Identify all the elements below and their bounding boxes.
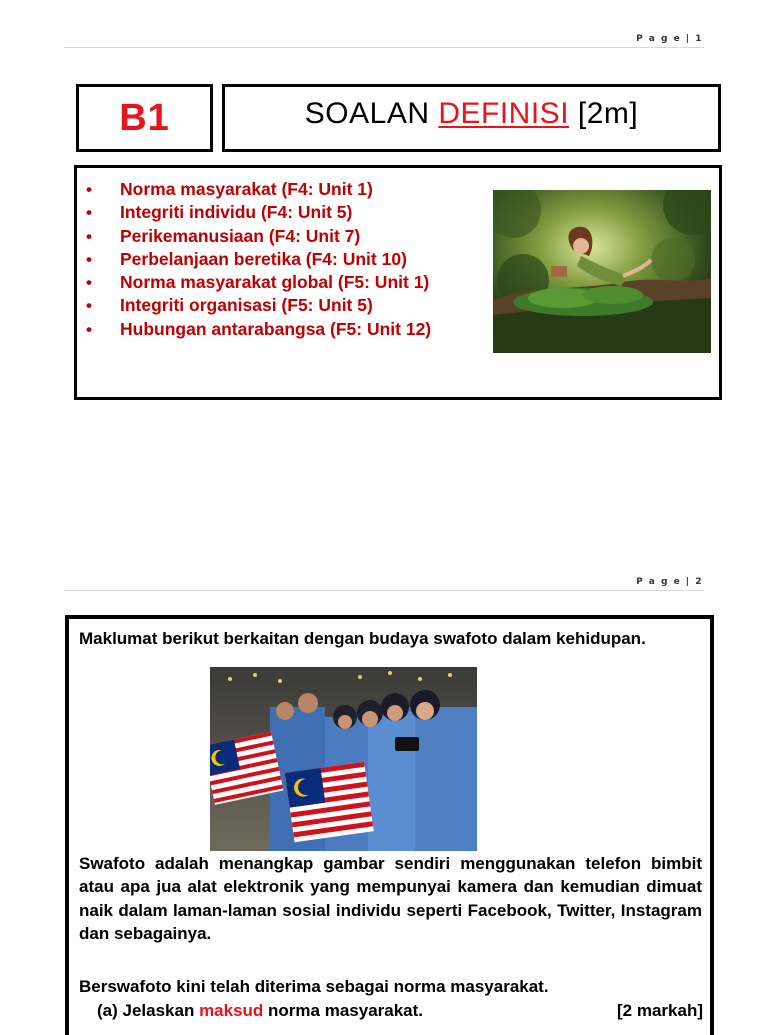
section-code: B1 <box>119 97 170 139</box>
section-code-box <box>76 84 213 152</box>
section-title <box>225 97 718 131</box>
topic-label: Integriti individu (F4: Unit 5) <box>120 202 353 223</box>
section-title-box <box>222 84 721 152</box>
topic-item <box>86 178 431 201</box>
question-marks: [2 markah] <box>617 1001 703 1020</box>
topic-label: Norma masyarakat (F4: Unit 1) <box>120 179 373 199</box>
topic-item <box>86 294 431 317</box>
topic-item <box>86 248 431 271</box>
topic-label: Hubungan antarabangsa (F5: Unit 12) <box>120 318 432 339</box>
topic-item <box>86 201 431 224</box>
statement-text: Berswafoto kini telah diterima sebagai norma masyarakat. <box>79 977 549 996</box>
title-suffix: [2m] <box>569 97 639 130</box>
bullet-icon: • <box>86 249 92 269</box>
bullet-icon: • <box>86 273 92 293</box>
topic-label: Integriti organisasi (F5: Unit 5) <box>120 295 373 316</box>
selfie-with-flags-image <box>210 667 477 851</box>
question-suffix: norma masyarakat. <box>263 1001 424 1020</box>
bullet-icon: • <box>86 226 92 246</box>
bullet-icon: • <box>86 296 92 316</box>
page-number-1: P a g e | 1 <box>636 34 703 44</box>
question-highlight: maksud <box>199 1001 264 1020</box>
title-prefix: SOALAN <box>304 97 439 130</box>
title-highlight: DEFINISI <box>438 97 570 130</box>
page-header-rule-2 <box>64 590 704 591</box>
bullet-icon: • <box>86 319 92 339</box>
topic-label: Perbelanjaan beretika (F4: Unit 10) <box>120 248 407 269</box>
page-header-rule-1 <box>64 47 704 48</box>
bullet-icon: • <box>86 203 92 223</box>
topic-label: Perikemanusiaan (F4: Unit 7) <box>120 225 361 246</box>
topic-label: Norma masyarakat global (F5: Unit 1) <box>120 272 430 293</box>
girl-reading-in-tree-image <box>493 190 711 353</box>
intro-text: Maklumat berikut berkaitan dengan budaya swafoto dalam kehidupan. <box>79 629 646 648</box>
topics-list <box>86 178 431 341</box>
page-number-2: P a g e | 2 <box>636 577 703 587</box>
topic-item <box>86 271 431 294</box>
topic-item <box>86 225 431 248</box>
topic-item <box>86 318 431 341</box>
question-a <box>97 999 703 1022</box>
bullet-icon: • <box>86 180 92 199</box>
question-prefix: (a) Jelaskan <box>97 1001 200 1020</box>
description-text: Swafoto adalah menangkap gambar sendiri menggunakan telefon bimbit atau apa jua alat elektronik yang mempunyai kamera dan kemudian dimuat naik dalam laman-laman sosial individu seperti Facebook, Twitter, Instagram dan sebagainya. <box>79 854 702 944</box>
